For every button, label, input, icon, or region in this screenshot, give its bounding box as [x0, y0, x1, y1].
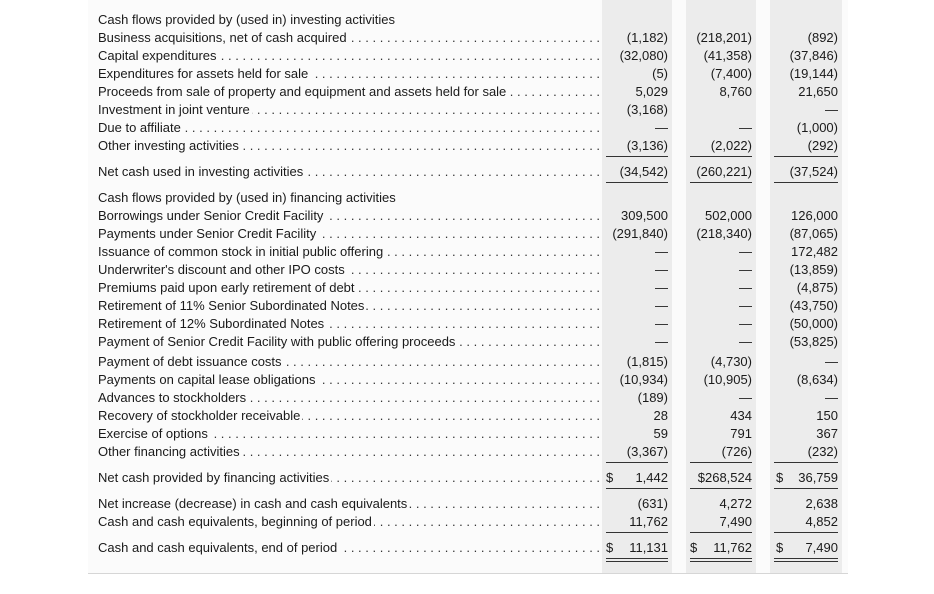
table-row	[88, 29, 848, 47]
value-col-1: 1,442	[635, 470, 668, 485]
investing-header: Cash flows provided by (used in) investing activities	[98, 12, 395, 27]
row-label: Due to affiliate	[98, 120, 181, 135]
row-label: Retirement of 12% Subordinated Notes	[98, 316, 325, 331]
investing-total-row	[88, 163, 848, 181]
value-col-3: —	[825, 354, 838, 369]
row-label: Capital expenditures	[98, 48, 217, 63]
value-col-1: (5)	[652, 66, 668, 81]
value-col-2: —	[739, 280, 752, 295]
cash-flow-statement	[88, 0, 848, 574]
value-col-3: (50,000)	[789, 316, 838, 331]
value-col-1: (3,136)	[626, 138, 668, 153]
table-row	[88, 137, 848, 155]
row-label: Business acquisitions, net of cash acquired	[98, 30, 347, 45]
subtotal-rule	[690, 156, 752, 157]
value-col-1: 309,500	[621, 208, 668, 223]
value-col-3: 172,482	[791, 244, 838, 259]
currency-symbol: $	[690, 540, 698, 555]
value-col-2: (4,730)	[710, 354, 752, 369]
row-label: Payment of debt issuance costs	[98, 354, 282, 369]
subtotal-rule	[690, 532, 752, 533]
row-label: Net cash provided by financing activities	[98, 470, 330, 485]
value-col-3: (232)	[807, 444, 838, 459]
value-col-2: (2,022)	[710, 138, 752, 153]
subtotal-rule	[606, 156, 668, 157]
value-col-3: (1,000)	[796, 120, 838, 135]
double-rule	[774, 561, 838, 562]
value-col-1: (1,182)	[626, 30, 668, 45]
table-row	[88, 315, 848, 333]
subtotal-rule	[774, 156, 838, 157]
value-col-1: (631)	[637, 496, 668, 511]
row-label: Expenditures for assets held for sale	[98, 66, 309, 81]
table-row	[88, 495, 848, 513]
value-col-3: 4,852	[805, 514, 838, 529]
row-label: Net increase (decrease) in cash and cash equivalents	[98, 496, 408, 511]
value-col-3: 2,638	[805, 496, 838, 511]
subtotal-rule	[774, 462, 838, 463]
value-col-3: 36,759	[798, 470, 838, 485]
value-col-2: —	[739, 244, 752, 259]
row-label: Investment in joint venture	[98, 102, 250, 117]
currency-symbol: $	[606, 470, 614, 485]
row-label: Payments on capital lease obligations	[98, 372, 316, 387]
value-col-1: —	[655, 280, 668, 295]
currency-symbol: $	[776, 470, 784, 485]
total-rule	[774, 488, 838, 489]
table-row	[88, 101, 848, 119]
value-col-3: (13,859)	[789, 262, 838, 277]
value-col-3: (8,634)	[796, 372, 838, 387]
value-col-2: —	[739, 316, 752, 331]
double-rule	[606, 558, 668, 559]
table-row	[88, 371, 848, 389]
total-rule	[690, 488, 752, 489]
value-col-1: (1,815)	[626, 354, 668, 369]
row-label: Issuance of common stock in initial public offering	[98, 244, 384, 259]
row-label: Proceeds from sale of property and equipment and assets held for sale	[98, 84, 507, 99]
table-row	[88, 353, 848, 371]
table-row	[88, 119, 848, 137]
value-col-2: —	[739, 298, 752, 313]
value-col-1: (34,542)	[619, 164, 668, 179]
subtotal-rule	[774, 532, 838, 533]
table-row	[88, 47, 848, 65]
value-col-3: 7,490	[805, 540, 838, 555]
financing-total-row	[88, 469, 848, 487]
value-col-3: (87,065)	[789, 226, 838, 241]
table-row	[88, 65, 848, 83]
value-col-3: (43,750)	[789, 298, 838, 313]
value-col-1: —	[655, 298, 668, 313]
value-col-1: —	[655, 120, 668, 135]
value-col-2: 11,762	[713, 540, 752, 555]
value-col-2: 8,760	[719, 84, 752, 99]
subtotal-rule	[606, 532, 668, 533]
value-col-2: (10,905)	[703, 372, 752, 387]
value-col-2: (218,340)	[696, 226, 752, 241]
total-rule	[690, 182, 752, 183]
table-row	[88, 513, 848, 531]
table-row	[88, 225, 848, 243]
subtotal-rule	[606, 462, 668, 463]
table-row	[88, 389, 848, 407]
value-col-3: —	[825, 102, 838, 117]
value-col-1: (189)	[637, 390, 668, 405]
value-col-1: 5,029	[635, 84, 668, 99]
row-label: Borrowings under Senior Credit Facility	[98, 208, 324, 223]
value-col-1: (3,367)	[626, 444, 668, 459]
value-col-1: 59	[653, 426, 668, 441]
value-col-1: 11,762	[629, 514, 668, 529]
row-label: Cash and cash equivalents, beginning of period	[98, 514, 372, 529]
value-col-2: 434	[730, 408, 752, 423]
value-col-1: 11,131	[629, 540, 668, 555]
currency-symbol: $	[606, 540, 614, 555]
value-col-2: (41,358)	[703, 48, 752, 63]
table-row	[88, 425, 848, 443]
table-row	[88, 207, 848, 225]
value-col-2: $268,524	[697, 470, 752, 485]
value-col-3: 150	[816, 408, 838, 423]
row-label: Other investing activities	[98, 138, 239, 153]
row-label: Advances to stockholders	[98, 390, 247, 405]
value-col-1: —	[655, 262, 668, 277]
row-label: Payments under Senior Credit Facility	[98, 226, 317, 241]
value-col-3: 126,000	[791, 208, 838, 223]
table-row	[88, 83, 848, 101]
row-label: Payment of Senior Credit Facility with public offering proceeds	[98, 334, 456, 349]
total-rule	[774, 182, 838, 183]
value-col-2: (260,221)	[696, 164, 752, 179]
value-col-1: —	[655, 316, 668, 331]
row-label: Cash and cash equivalents, end of period	[98, 540, 338, 555]
value-col-3: 21,650	[798, 84, 838, 99]
double-rule	[774, 558, 838, 559]
table-row	[88, 261, 848, 279]
value-col-2: 4,272	[719, 496, 752, 511]
table-row	[88, 443, 848, 461]
row-label: Premiums paid upon early retirement of debt	[98, 280, 355, 295]
total-rule	[606, 182, 668, 183]
currency-symbol: $	[776, 540, 784, 555]
double-rule	[606, 561, 668, 562]
value-col-2: —	[739, 262, 752, 277]
value-col-2: (7,400)	[710, 66, 752, 81]
value-col-2: —	[739, 334, 752, 349]
row-label: Exercise of options	[98, 426, 208, 441]
financing-header: Cash flows provided by (used in) financing activities	[98, 190, 396, 205]
value-col-3: (19,144)	[789, 66, 838, 81]
row-label: Underwriter's discount and other IPO costs	[98, 262, 345, 277]
row-label: Recovery of stockholder receivable	[98, 408, 301, 423]
value-col-1: (10,934)	[619, 372, 668, 387]
value-col-2: —	[739, 390, 752, 405]
total-rule	[606, 488, 668, 489]
value-col-2: (218,201)	[696, 30, 752, 45]
value-col-2: (726)	[721, 444, 752, 459]
double-rule	[690, 561, 752, 562]
value-col-1: —	[655, 244, 668, 259]
value-col-3: —	[825, 390, 838, 405]
table-row	[88, 333, 848, 351]
value-col-3: (37,524)	[789, 164, 838, 179]
value-col-3: 367	[816, 426, 838, 441]
value-col-3: (53,825)	[789, 334, 838, 349]
row-label: Net cash used in investing activities	[98, 164, 304, 179]
financing-header-row	[88, 189, 848, 207]
value-col-3: (37,846)	[789, 48, 838, 63]
row-label: Other financing activities	[98, 444, 240, 459]
double-rule	[690, 558, 752, 559]
value-col-3: (292)	[807, 138, 838, 153]
value-col-1: 28	[653, 408, 668, 423]
table-row	[88, 279, 848, 297]
row-label: Retirement of 11% Senior Subordinated Notes	[98, 298, 365, 313]
value-col-1: (3,168)	[626, 102, 668, 117]
value-col-1: (32,080)	[619, 48, 668, 63]
value-col-1: —	[655, 334, 668, 349]
value-col-2: 791	[730, 426, 752, 441]
subtotal-rule	[690, 462, 752, 463]
investing-header-row	[88, 11, 848, 29]
value-col-3: (4,875)	[796, 280, 838, 295]
table-row	[88, 297, 848, 315]
value-col-3: (892)	[807, 30, 838, 45]
ending-balance-row	[88, 539, 848, 557]
value-col-2: 7,490	[719, 514, 752, 529]
value-col-2: 502,000	[705, 208, 752, 223]
table-row	[88, 243, 848, 261]
value-col-1: (291,840)	[612, 226, 668, 241]
value-col-2: —	[739, 120, 752, 135]
table-row	[88, 407, 848, 425]
